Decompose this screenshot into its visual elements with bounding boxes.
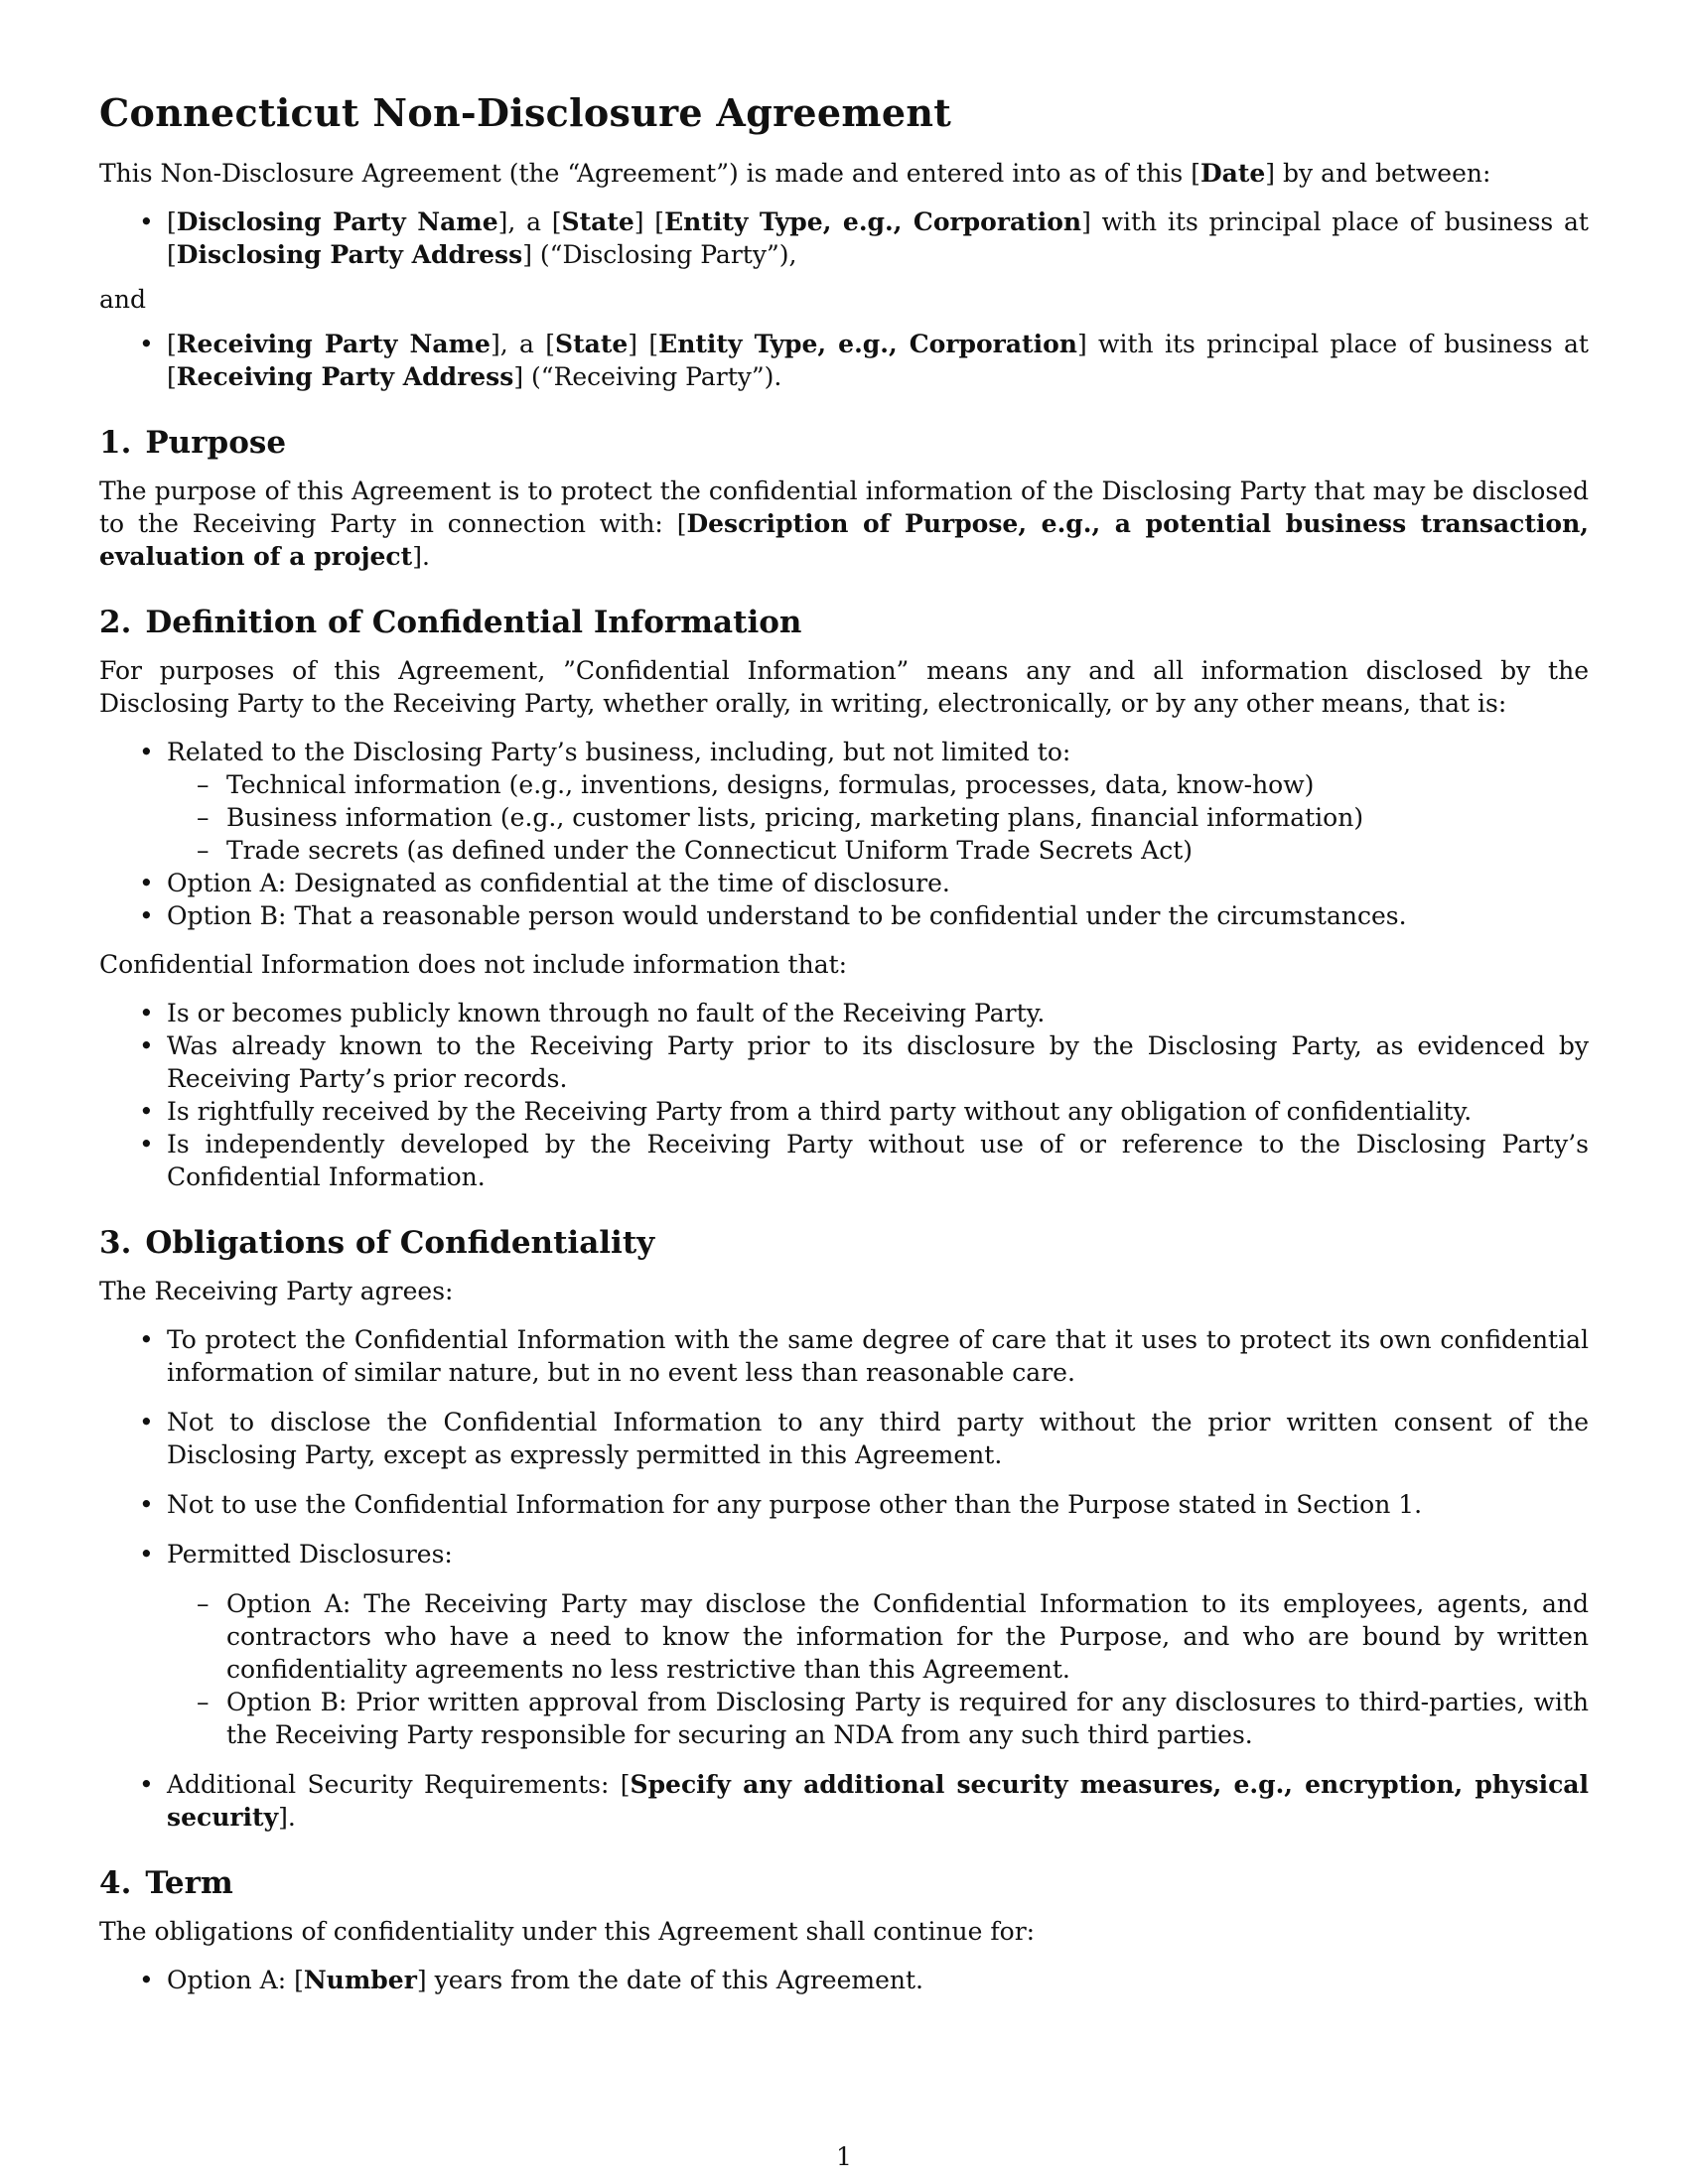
list-item: • Not to disclose the Confidential Information to any third party without the prior written consent of the Disclosing Party, except as expressly permitted in this Agreement. — [99, 1406, 1589, 1471]
list-item: • Not to use the Confidential Information for any purpose other than the Purpose stated in Section 1. — [99, 1488, 1589, 1521]
obligations-list — [99, 1323, 1589, 1834]
section-heading-purpose: 1. Purpose — [99, 425, 287, 461]
list-item: • Option A: Designated as confidential at the time of disclosure. — [99, 867, 1589, 899]
term-intro: The obligations of confidentiality under this Agreement shall continue for: — [99, 1917, 1036, 1946]
years-placeholder: Number — [303, 1966, 417, 1994]
receiving-party-address: Receiving Party Address — [176, 362, 514, 391]
document-title: Connecticut Non-Disclosure Agreement — [99, 90, 952, 135]
list-item: • Is or becomes publicly known through no fault of the Receiving Party. — [99, 997, 1589, 1029]
party-list-receiving — [99, 328, 1589, 393]
purpose-placeholder: Description of Purpose, e.g., a potential business transaction, evaluation of a project — [99, 509, 1589, 571]
disclosing-party-entity: Entity Type, e.g., Corporation — [664, 207, 1082, 236]
disclosing-party-name: Disclosing Party Name — [176, 207, 498, 236]
section-heading-term: 4. Term — [99, 1865, 233, 1901]
purpose-paragraph: The purpose of this Agreement is to protect the confidential information of the Disclosing Party that may be disclosed to the Receiving Party in connection with: [Description of Purpose, e.g., a potential business transaction, evaluation of a project]. — [99, 477, 1589, 571]
list-item: • Option A: [Number] years from the date of this Agreement. — [99, 1964, 1589, 1996]
party-list-disclosing — [99, 205, 1589, 271]
intro-text: This Non-Disclosure Agreement (the “Agreement”) is made and entered into as of this [ — [99, 159, 1200, 188]
disclosing-party-address: Disclosing Party Address — [176, 240, 523, 269]
term-list — [99, 1964, 1589, 1996]
definition-intro: For purposes of this Agreement, ”Confidential Information” means any and all information disclosed by the Disclosing Party to the Receiving Party, whether orally, in writing, electronically, or by any other means, that is: — [99, 656, 1589, 718]
page-number: 1 — [836, 2142, 852, 2171]
section-heading-obligations: 3. Obligations of Confidentiality — [99, 1225, 655, 1261]
list-item: • Additional Security Requirements: [Specify any additional security measures, e.g., encryption, physical security]. — [99, 1768, 1589, 1834]
receiving-party-entity: Entity Type, e.g., Corporation — [658, 330, 1077, 358]
permitted-disclosures-list — [167, 1587, 1589, 1751]
list-item: • Related to the Disclosing Party’s business, including, but not limited to: – Technical information (e.g., inventions, designs, formulas, processes, data, know-how) – Business information (e.g., customer lists, pricing, marketing plans, financial information) – Trade secrets (as defined under the Connecticut Uniform Trade Secrets Act) — [99, 736, 1589, 867]
list-item: • Option B: That a reasonable person would understand to be confidential under the circumstances. — [99, 899, 1589, 932]
exclusions-list — [99, 997, 1589, 1193]
list-item: • Is independently developed by the Receiving Party without use of or reference to the Disclosing Party’s Confidential Information. — [99, 1128, 1589, 1193]
receiving-party-state: State — [555, 330, 629, 358]
document-page — [99, 89, 1589, 2012]
list-item: – Option A: The Receiving Party may disclose the Confidential Information to its employees, agents, and contractors who have a need to know the information for the Purpose, and who are bound by written confidentiality agreements no less restrictive than this Agreement. — [167, 1587, 1589, 1686]
and-text: and — [99, 285, 147, 314]
list-item: – Option B: Prior written approval from Disclosing Party is required for any disclosures to third-parties, with the Receiving Party responsible for securing an NDA from any such third parties. — [167, 1686, 1589, 1751]
intro-paragraph — [99, 157, 1589, 190]
list-item: • To protect the Confidential Information with the same degree of care that it uses to protect its own confidential information of similar nature, but in no event less than reasonable care. — [99, 1323, 1589, 1389]
intro-text-end: ] by and between: — [1265, 159, 1491, 188]
security-placeholder: Specify any additional security measures, e.g., encryption, physical security — [167, 1770, 1589, 1832]
list-item: • Was already known to the Receiving Party prior to its disclosure by the Disclosing Party, as evidenced by Receiving Party’s prior records. — [99, 1029, 1589, 1095]
definition-list — [99, 736, 1589, 932]
list-item: – Technical information (e.g., inventions, designs, formulas, processes, data, know-how) — [167, 768, 1589, 801]
disclosing-party-state: State — [561, 207, 634, 236]
receiving-party-item: • [Receiving Party Name], a [State] [Entity Type, e.g., Corporation] with its principal place of business at [Receiving Party Address] (“Receiving Party”). — [99, 328, 1589, 393]
list-item: • Is rightfully received by the Receiving Party from a third party without any obligation of confidentiality. — [99, 1095, 1589, 1128]
disclosing-party-item: • [Disclosing Party Name], a [State] [Entity Type, e.g., Corporation] with its principal place of business at [Disclosing Party Address] (“Disclosing Party”), — [99, 205, 1589, 271]
list-item: – Business information (e.g., customer lists, pricing, marketing plans, financial information) — [167, 801, 1589, 834]
exclusions-intro: Confidential Information does not include information that: — [99, 950, 848, 979]
definition-sub-list — [167, 768, 1589, 867]
date-placeholder: Date — [1199, 159, 1266, 188]
section-heading-definition: 2. Definition of Confidential Information — [99, 605, 802, 640]
list-item: • Permitted Disclosures: – Option A: The Receiving Party may disclose the Confidential Information to its employees, agents, and contractors who have a need to know the information for the Purpose, and who are bound by written confidentiality agreements no less restrictive than this Agreement. – Option B: Prior written approval from Disclosing Party is required for any disclosures to third-parties, with the Receiving Party responsible for securing an NDA from any such third parties. — [99, 1538, 1589, 1751]
obligations-intro: The Receiving Party agrees: — [99, 1277, 454, 1305]
receiving-party-name: Receiving Party Name — [176, 330, 491, 358]
list-item: – Trade secrets (as defined under the Connecticut Uniform Trade Secrets Act) — [167, 834, 1589, 867]
